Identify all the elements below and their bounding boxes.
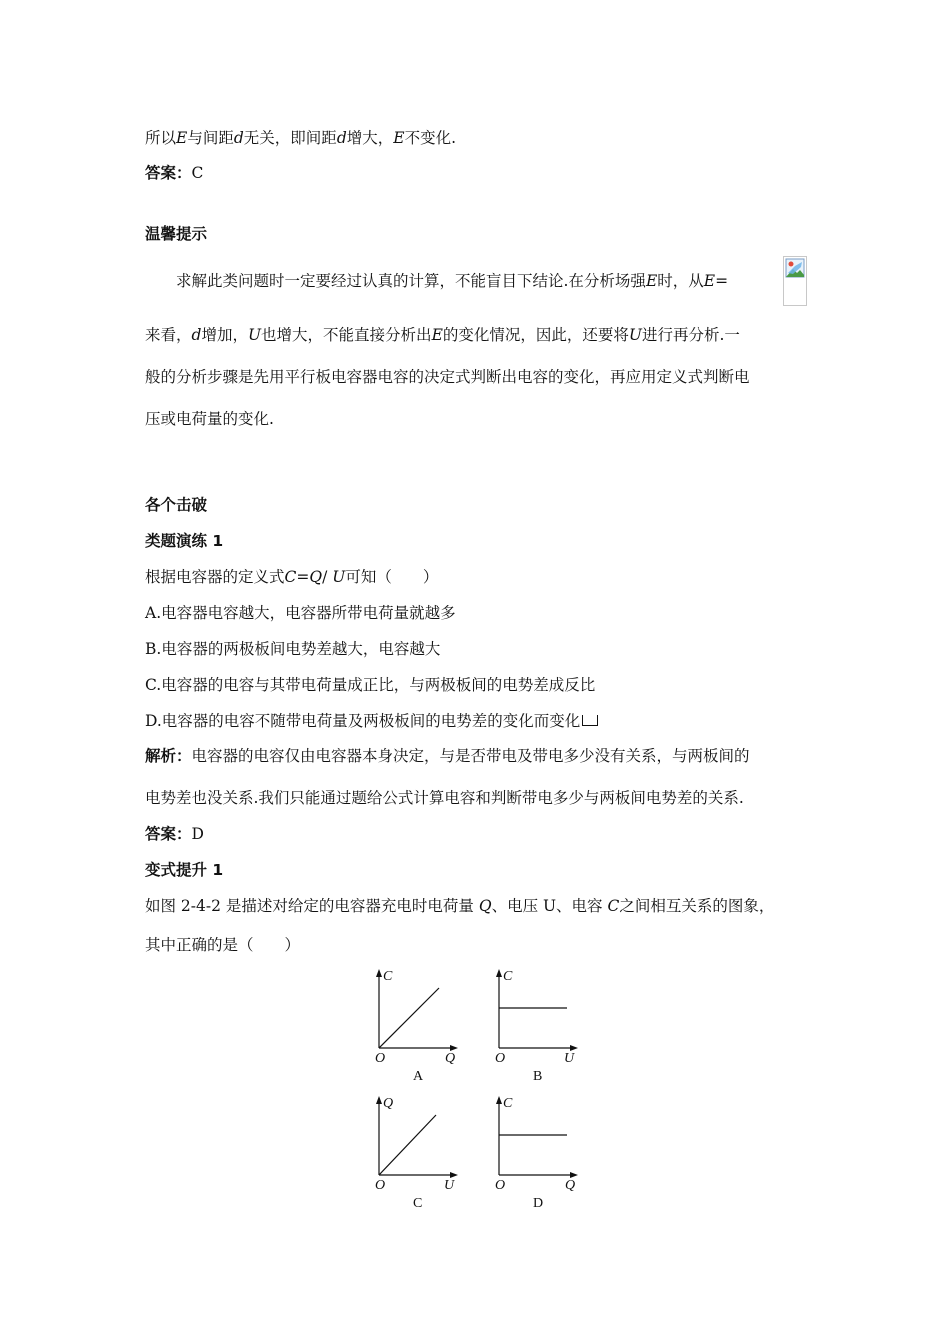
figure-caption: C <box>413 1196 423 1211</box>
answer-label: 答案： <box>145 164 192 182</box>
graph-line <box>379 1115 436 1175</box>
x-axis-label: Q <box>565 1178 576 1193</box>
answer-1 <box>145 162 203 184</box>
y-axis-arrow-icon <box>376 1096 382 1104</box>
figure-caption: A <box>413 1069 424 1084</box>
tip-title: 温馨提示 <box>145 225 208 243</box>
y-axis-label: C <box>503 1096 513 1111</box>
answer-value: C <box>191 164 204 182</box>
analysis-line-1: 解析：电容器的电容仅由电容器本身决定，与是否带电及带电多少没有关系，与两板间的 <box>145 747 750 765</box>
option-c: C.电容器的电容与其带电荷量成正比，与两极板间的电势差成反比 <box>145 676 596 694</box>
paragraph-mark-icon <box>582 715 598 726</box>
tip-paragraph-line-3: 般的分析步骤是先用平行板电容器电容的决定式判断出电容的变化，再应用定义式判断电 <box>145 368 750 386</box>
origin-label: O <box>375 1051 386 1066</box>
analysis-label: 解析： <box>145 747 192 765</box>
graph-b <box>488 964 588 1086</box>
analysis-line-2: 电势差也没关系.我们只能通过题给公式计算电容和判断带电多少与两板间电势差的关系. <box>145 789 744 807</box>
graph-c <box>368 1091 468 1213</box>
y-axis-arrow-icon <box>376 969 382 977</box>
conclusion-line: 所以E与间距d无关，即间距d增大，E不变化. <box>145 129 457 147</box>
answer-2 <box>145 823 204 845</box>
x-axis-label: U <box>564 1051 575 1066</box>
exercise-2-question-line-1: 如图 2-4-2 是描述对给定的电容器充电时电荷量 Q、电压 U、电容 C之间相互关系的图象， <box>145 897 775 915</box>
origin-label: O <box>495 1051 506 1066</box>
origin-label: O <box>495 1178 506 1193</box>
option-a: A.电容器电容越大，电容器所带电荷量就越多 <box>145 604 456 622</box>
graph-line <box>379 988 439 1048</box>
y-axis-label: Q <box>383 1096 394 1111</box>
y-axis-arrow-icon <box>496 1096 502 1104</box>
tip-paragraph-line-1: 求解此类问题时一定要经过认真的计算，不能盲目下结论.在分析场强E时，从E= <box>176 272 729 290</box>
x-axis-label: U <box>444 1178 455 1193</box>
broken-image-icon <box>783 256 807 306</box>
exercise-2-title: 变式提升 1 <box>145 861 224 879</box>
graph-d <box>488 1091 588 1213</box>
origin-label: O <box>375 1178 386 1193</box>
tip-paragraph-line-4: 压或电荷量的变化. <box>145 410 274 428</box>
option-b: B.电容器的两极板间电势差越大，电容越大 <box>145 640 441 658</box>
answer-label: 答案： <box>145 825 192 843</box>
figure-caption: B <box>533 1069 543 1084</box>
figure-caption: D <box>533 1196 544 1211</box>
y-axis-arrow-icon <box>496 969 502 977</box>
section-title: 各个击破 <box>145 496 208 514</box>
answer-value: D <box>191 825 204 843</box>
y-axis-label: C <box>383 969 393 984</box>
x-axis-label: Q <box>445 1051 456 1066</box>
option-d: D.电容器的电容不随带电荷量及两极板间的电势差的变化而变化 <box>145 710 598 732</box>
graph-a <box>368 964 468 1086</box>
tip-paragraph-line-2: 来看，d增加，U也增大，不能直接分析出E的变化情况，因此，还要将U进行再分析.一 <box>145 326 740 344</box>
exercise-1-title: 类题演练 1 <box>145 532 224 550</box>
y-axis-label: C <box>503 969 513 984</box>
exercise-2-question-line-2: 其中正确的是（ ） <box>145 936 301 954</box>
exercise-1-question: 根据电容器的定义式C=Q/ U可知（ ） <box>145 568 439 586</box>
